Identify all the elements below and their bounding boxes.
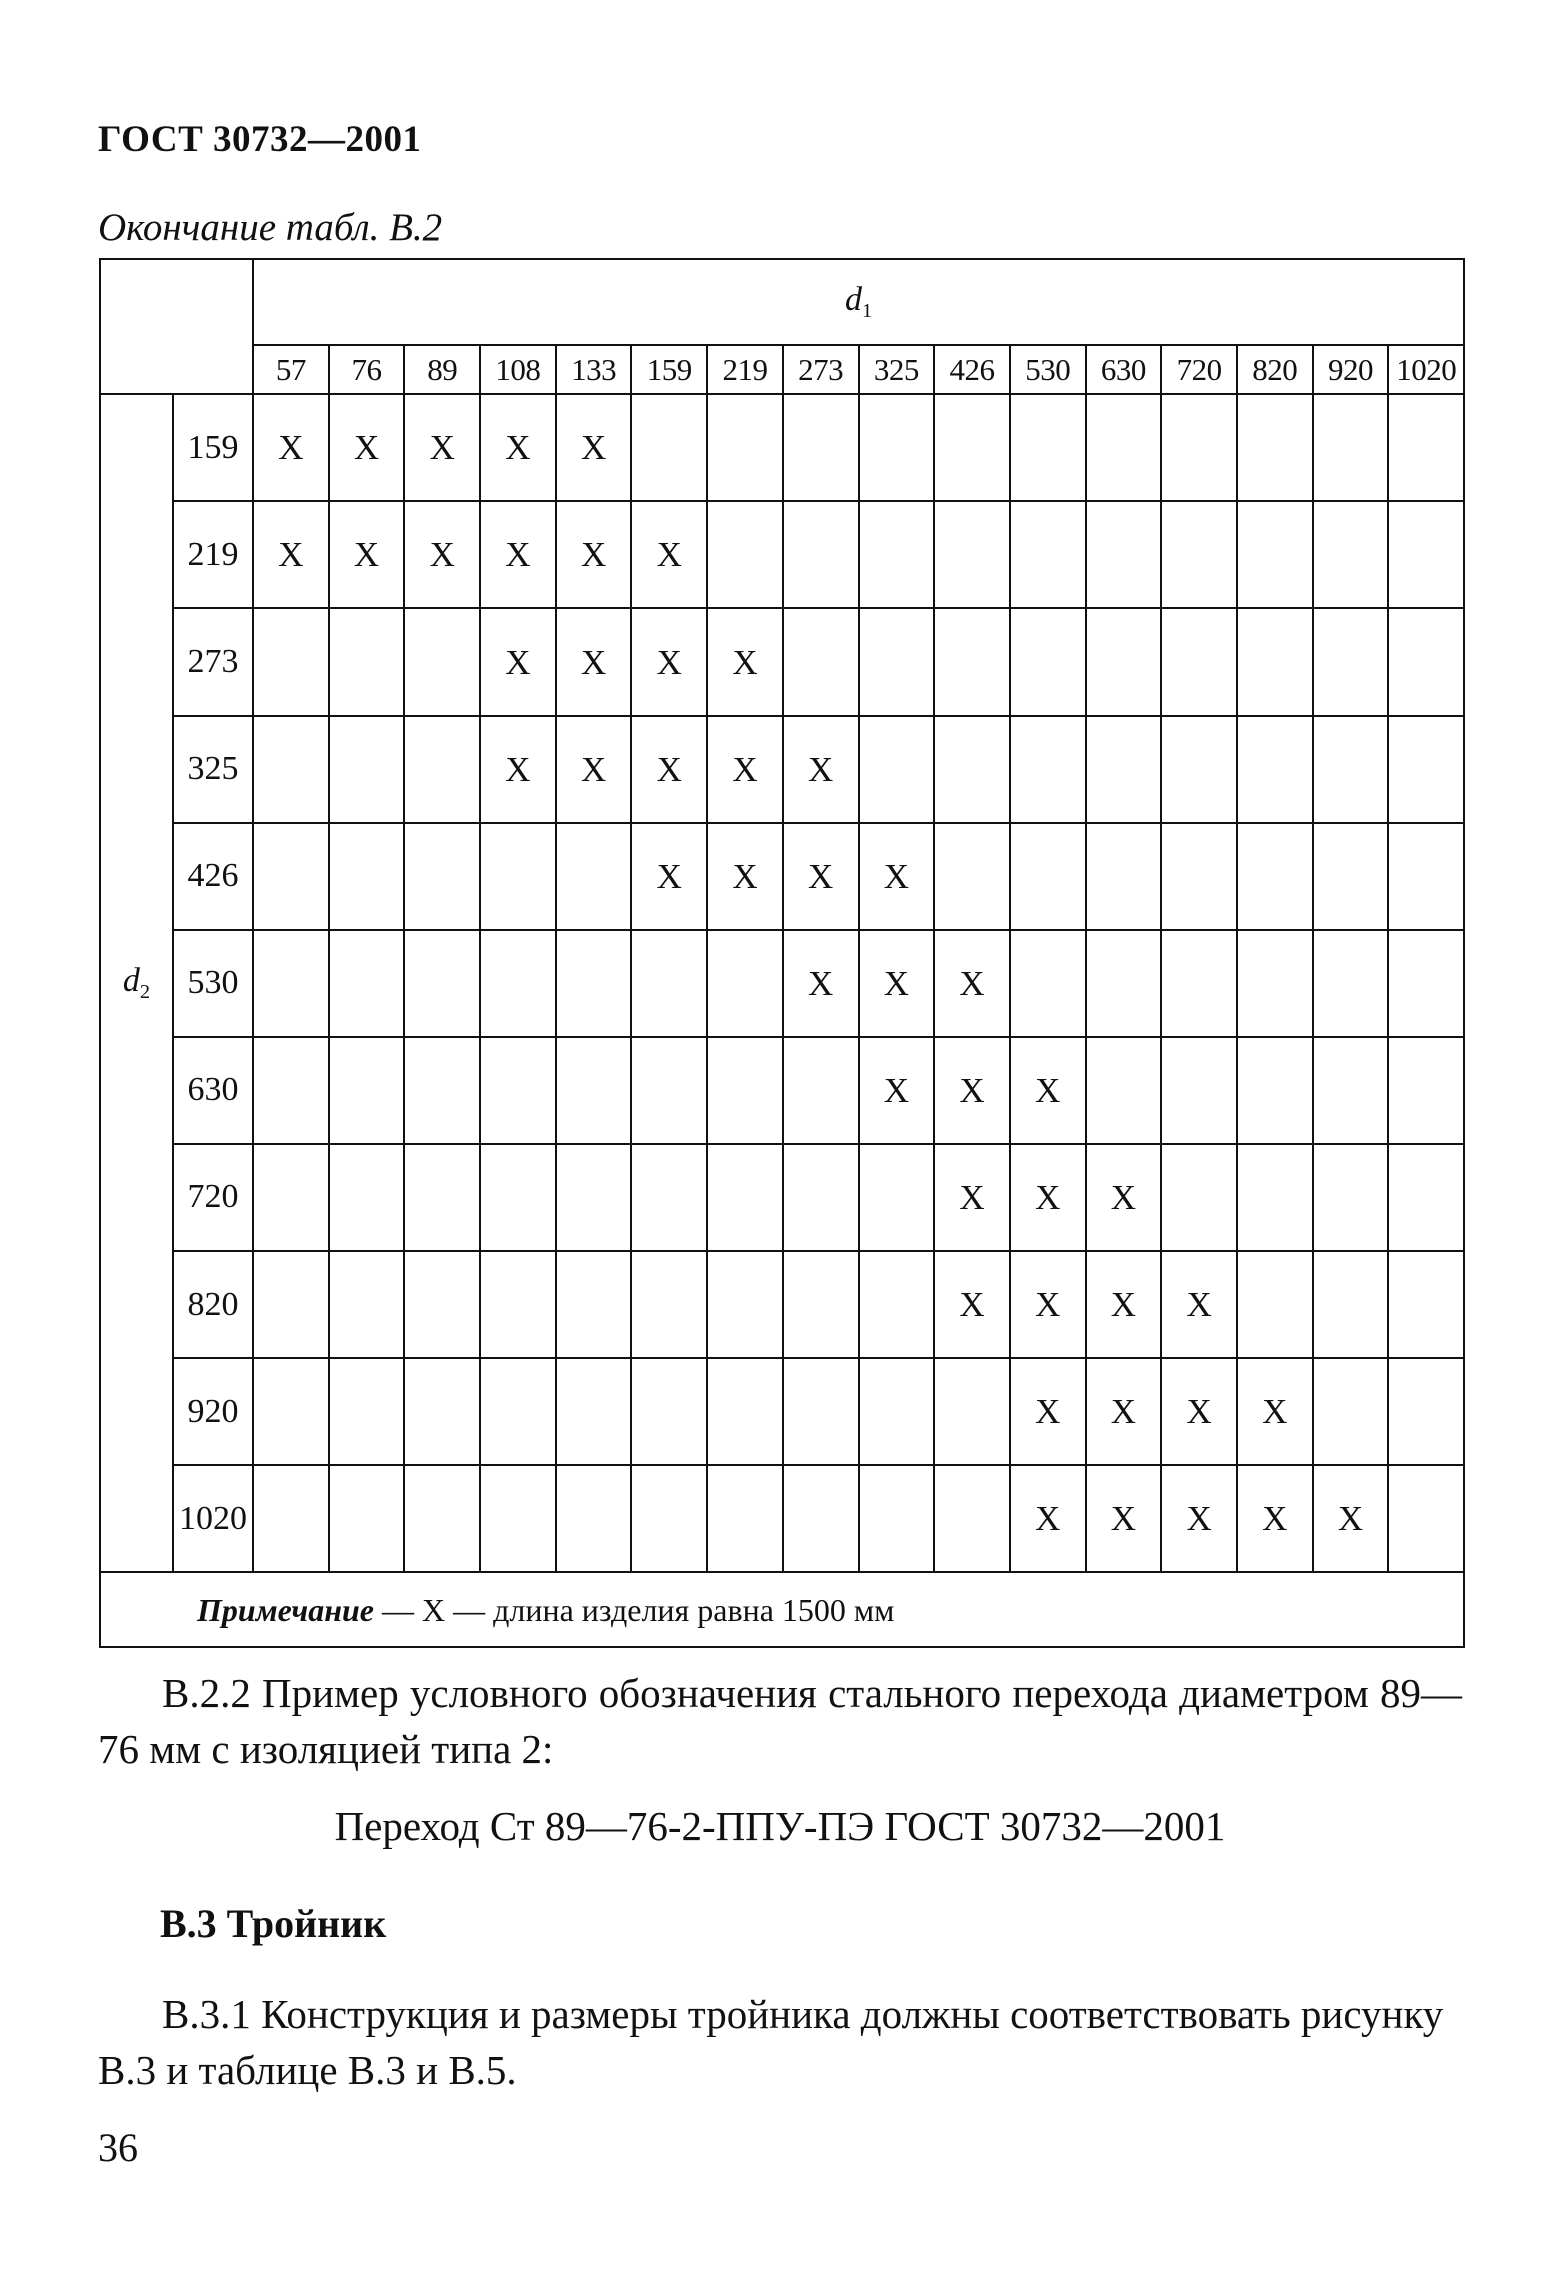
mark-cell: X [1010, 1144, 1086, 1251]
mark-cell: X [1161, 1465, 1237, 1572]
empty-cell [1161, 1037, 1237, 1144]
empty-cell [1086, 716, 1162, 823]
empty-cell [404, 608, 480, 715]
empty-cell [934, 608, 1010, 715]
empty-cell [783, 1358, 859, 1465]
table-row [100, 1465, 1464, 1572]
mark-cell: X [859, 930, 935, 1037]
empty-cell [859, 1144, 935, 1251]
column-header: 89 [404, 345, 480, 395]
column-header: 219 [707, 345, 783, 395]
empty-cell [1161, 501, 1237, 608]
d2-symbol: $d_2$ [122, 962, 151, 1004]
empty-cell [556, 1358, 632, 1465]
empty-cell [1237, 716, 1313, 823]
row-label: 530 [173, 930, 253, 1037]
empty-cell [1313, 930, 1389, 1037]
empty-cell [859, 394, 935, 501]
mark-cell: X [631, 716, 707, 823]
empty-cell [329, 1465, 405, 1572]
column-header: 1020 [1388, 345, 1464, 395]
empty-cell [783, 608, 859, 715]
mark-cell: X [1086, 1358, 1162, 1465]
empty-cell [783, 1251, 859, 1358]
empty-cell [556, 1465, 632, 1572]
mark-cell: X [783, 823, 859, 930]
column-header: 820 [1237, 345, 1313, 395]
column-header: 76 [329, 345, 405, 395]
empty-cell [707, 394, 783, 501]
column-header: 920 [1313, 345, 1389, 395]
empty-cell [480, 1465, 556, 1572]
empty-cell [329, 930, 405, 1037]
empty-cell [707, 1144, 783, 1251]
empty-cell [1388, 1251, 1464, 1358]
mark-cell: X [1161, 1358, 1237, 1465]
section-heading: В.3 Тройник [160, 1901, 387, 1946]
table-caption: Окончание табл. В.2 [98, 206, 443, 249]
empty-cell [1237, 1251, 1313, 1358]
note-row [100, 1572, 1464, 1647]
row-label: 820 [173, 1251, 253, 1358]
row-label: 630 [173, 1037, 253, 1144]
mark-cell: X [329, 394, 405, 501]
empty-cell [329, 608, 405, 715]
mark-cell: X [556, 501, 632, 608]
mark-cell: X [859, 1037, 935, 1144]
empty-cell [1237, 501, 1313, 608]
empty-cell [1237, 1144, 1313, 1251]
d2-header [100, 394, 173, 1572]
mark-cell: X [1161, 1251, 1237, 1358]
empty-cell [1313, 1037, 1389, 1144]
table-row [100, 501, 1464, 608]
mark-cell: X [556, 716, 632, 823]
table-row [100, 1251, 1464, 1358]
empty-cell [1086, 501, 1162, 608]
empty-cell [631, 1144, 707, 1251]
mark-cell: X [556, 608, 632, 715]
document-id: ГОСТ 30732—2001 [98, 119, 422, 160]
empty-cell [253, 1358, 329, 1465]
row-label: 273 [173, 608, 253, 715]
empty-cell [783, 394, 859, 501]
mark-cell: X [1086, 1465, 1162, 1572]
empty-cell [1237, 608, 1313, 715]
empty-cell [1010, 823, 1086, 930]
empty-cell [1086, 930, 1162, 1037]
empty-cell [556, 1144, 632, 1251]
empty-cell [1161, 608, 1237, 715]
empty-cell [859, 501, 935, 608]
empty-cell [1313, 1144, 1389, 1251]
empty-cell [329, 716, 405, 823]
empty-cell [707, 501, 783, 608]
column-header: 133 [556, 345, 632, 395]
empty-cell [631, 1358, 707, 1465]
row-label: 720 [173, 1144, 253, 1251]
mark-cell: X [1237, 1358, 1313, 1465]
empty-cell [404, 930, 480, 1037]
empty-cell [329, 1144, 405, 1251]
empty-cell [329, 1358, 405, 1465]
empty-cell [253, 716, 329, 823]
mark-cell: X [707, 823, 783, 930]
empty-cell [1010, 501, 1086, 608]
empty-cell [707, 1465, 783, 1572]
empty-cell [480, 1037, 556, 1144]
empty-cell [1161, 930, 1237, 1037]
row-label: 1020 [173, 1465, 253, 1572]
mark-cell: X [1010, 1465, 1086, 1572]
empty-cell [1237, 394, 1313, 501]
empty-cell [1313, 716, 1389, 823]
table-row [100, 823, 1464, 930]
empty-cell [783, 1037, 859, 1144]
mark-cell: X [480, 501, 556, 608]
empty-cell [859, 608, 935, 715]
empty-cell [404, 1037, 480, 1144]
mark-cell: X [1086, 1144, 1162, 1251]
designation-example: Переход Ст 89—76-2-ППУ-ПЭ ГОСТ 30732—2001 [334, 1803, 1226, 1849]
empty-cell [1161, 394, 1237, 501]
compatibility-table [99, 258, 1465, 1648]
empty-cell [253, 823, 329, 930]
table-row [100, 1358, 1464, 1465]
mark-cell: X [1010, 1358, 1086, 1465]
empty-cell [329, 1251, 405, 1358]
note-cell [100, 1572, 1464, 1647]
empty-cell [404, 1251, 480, 1358]
empty-cell [1237, 823, 1313, 930]
empty-cell [1388, 1037, 1464, 1144]
row-label: 325 [173, 716, 253, 823]
empty-cell [556, 930, 632, 1037]
mark-cell: X [859, 823, 935, 930]
mark-cell: X [934, 1037, 1010, 1144]
column-header: 630 [1086, 345, 1162, 395]
empty-cell [1388, 1144, 1464, 1251]
d1-symbol: $d_1$ [845, 280, 873, 322]
row-label: 159 [173, 394, 253, 501]
empty-cell [1313, 1358, 1389, 1465]
d1-header [253, 259, 1464, 345]
empty-cell [329, 823, 405, 930]
mark-cell: X [934, 930, 1010, 1037]
empty-cell [1313, 394, 1389, 501]
empty-cell [783, 501, 859, 608]
empty-cell [631, 394, 707, 501]
note-label: Примечание [197, 1591, 374, 1628]
empty-cell [1388, 608, 1464, 715]
empty-cell [1161, 716, 1237, 823]
empty-cell [1086, 823, 1162, 930]
empty-cell [934, 1358, 1010, 1465]
table-row [100, 608, 1464, 715]
empty-cell [707, 1037, 783, 1144]
empty-cell [253, 1037, 329, 1144]
mark-cell: X [480, 716, 556, 823]
mark-cell: X [1086, 1251, 1162, 1358]
mark-cell: X [329, 501, 405, 608]
table-row [100, 1144, 1464, 1251]
empty-cell [1086, 608, 1162, 715]
column-header: 530 [1010, 345, 1086, 395]
empty-cell [1161, 1144, 1237, 1251]
row-label: 426 [173, 823, 253, 930]
column-header: 720 [1161, 345, 1237, 395]
mark-cell: X [1237, 1465, 1313, 1572]
empty-cell [1010, 608, 1086, 715]
row-label: 920 [173, 1358, 253, 1465]
mark-cell: X [1010, 1037, 1086, 1144]
mark-cell: X [783, 930, 859, 1037]
mark-cell: X [404, 501, 480, 608]
column-header: 159 [631, 345, 707, 395]
empty-cell [1237, 1037, 1313, 1144]
empty-cell [556, 823, 632, 930]
empty-cell [480, 1251, 556, 1358]
empty-cell [1388, 823, 1464, 930]
empty-cell [859, 1465, 935, 1572]
column-header: 108 [480, 345, 556, 395]
empty-cell [253, 1251, 329, 1358]
empty-cell [1161, 823, 1237, 930]
mark-cell: X [631, 823, 707, 930]
mark-cell: X [556, 394, 632, 501]
column-header: 325 [859, 345, 935, 395]
empty-cell [404, 823, 480, 930]
mark-cell: X [707, 608, 783, 715]
header-row-symbol [100, 259, 1464, 345]
mark-cell: X [631, 608, 707, 715]
empty-cell [934, 394, 1010, 501]
empty-cell [859, 1251, 935, 1358]
empty-cell [631, 930, 707, 1037]
empty-cell [1010, 394, 1086, 501]
mark-cell: X [934, 1144, 1010, 1251]
empty-cell [253, 1144, 329, 1251]
empty-cell [404, 1144, 480, 1251]
empty-cell [404, 1358, 480, 1465]
mark-cell: X [480, 608, 556, 715]
empty-cell [1313, 823, 1389, 930]
empty-cell [707, 1358, 783, 1465]
empty-cell [1010, 930, 1086, 1037]
empty-cell [329, 1037, 405, 1144]
mark-cell: X [934, 1251, 1010, 1358]
empty-cell [480, 1358, 556, 1465]
column-header: 57 [253, 345, 329, 395]
table-row [100, 930, 1464, 1037]
empty-cell [253, 608, 329, 715]
empty-cell [1237, 930, 1313, 1037]
column-header: 273 [783, 345, 859, 395]
note-text: — X — длина изделия равна 1500 мм [373, 1591, 895, 1628]
empty-cell [707, 1251, 783, 1358]
mark-cell: X [707, 716, 783, 823]
empty-cell [1388, 930, 1464, 1037]
mark-cell: X [783, 716, 859, 823]
mark-cell: X [631, 501, 707, 608]
table-row [100, 716, 1464, 823]
empty-cell [1388, 394, 1464, 501]
column-header: 426 [934, 345, 1010, 395]
table-row [100, 1037, 1464, 1144]
empty-cell [934, 823, 1010, 930]
empty-cell [253, 1465, 329, 1572]
empty-cell [556, 1251, 632, 1358]
empty-cell [783, 1465, 859, 1572]
empty-cell [1313, 501, 1389, 608]
page-number: 36 [98, 2125, 138, 2170]
empty-cell [1086, 394, 1162, 501]
empty-cell [1388, 501, 1464, 608]
mark-cell: X [253, 394, 329, 501]
empty-cell [1313, 608, 1389, 715]
empty-cell [934, 716, 1010, 823]
empty-cell [934, 1465, 1010, 1572]
empty-cell [631, 1251, 707, 1358]
empty-cell [480, 1144, 556, 1251]
mark-cell: X [1010, 1251, 1086, 1358]
empty-cell [253, 930, 329, 1037]
empty-cell [859, 1358, 935, 1465]
empty-cell [480, 930, 556, 1037]
empty-cell [1388, 1465, 1464, 1572]
empty-cell [1313, 1251, 1389, 1358]
paragraph-b31: В.3.1 Конструкция и размеры тройника должны соответствовать рисунку В.3 и таблице В.3 и В.5. [98, 1991, 1444, 2093]
empty-cell [707, 930, 783, 1037]
empty-cell [556, 1037, 632, 1144]
empty-cell [631, 1037, 707, 1144]
mark-cell: X [253, 501, 329, 608]
empty-cell [1086, 1037, 1162, 1144]
empty-cell [1388, 716, 1464, 823]
empty-cell [480, 823, 556, 930]
empty-cell [1010, 716, 1086, 823]
row-label: 219 [173, 501, 253, 608]
empty-cell [783, 1144, 859, 1251]
corner-cell [100, 259, 253, 394]
empty-cell [934, 501, 1010, 608]
table-row [100, 394, 1464, 501]
header-row-values [100, 345, 1464, 395]
empty-cell [404, 1465, 480, 1572]
empty-cell [404, 716, 480, 823]
mark-cell: X [1313, 1465, 1389, 1572]
empty-cell [859, 716, 935, 823]
mark-cell: X [404, 394, 480, 501]
paragraph-b22: В.2.2 Пример условного обозначения стального перехода диаметром 89—76 мм с изоляцией типа 2: [98, 1670, 1462, 1772]
empty-cell [631, 1465, 707, 1572]
empty-cell [1388, 1358, 1464, 1465]
mark-cell: X [480, 394, 556, 501]
